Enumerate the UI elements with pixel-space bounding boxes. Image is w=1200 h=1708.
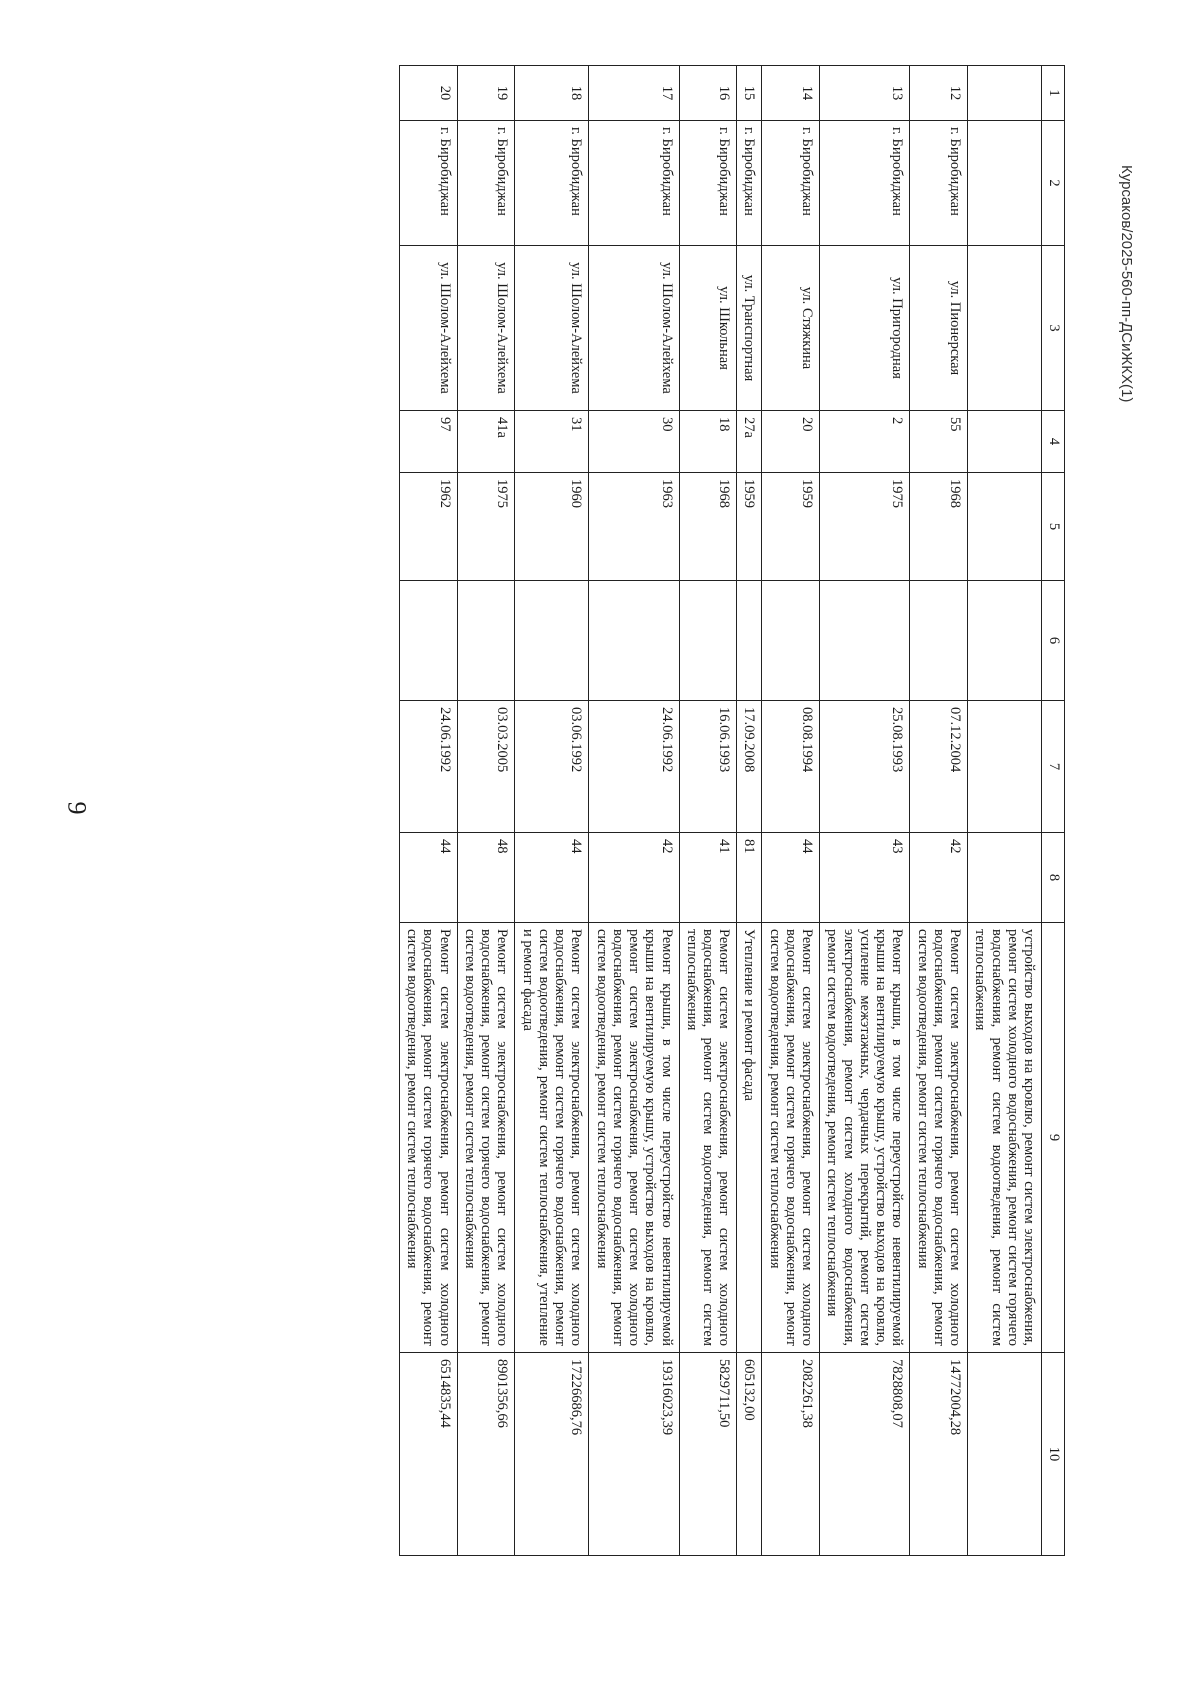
street-cell: ул. Шолом-Алейхема — [400, 246, 458, 411]
work-types-cell: Ремонт систем электроснабжения, ремонт систем холодного водоснабжения, ремонт систем горячего водоснабжения, ремонт систем водоотведения, ремонт систем теплоснабжения — [762, 923, 820, 1353]
cost-cell: 6514835,44 — [400, 1353, 458, 1556]
table-row — [737, 66, 762, 1556]
street-cell: ул. Шолом-Алейхема — [515, 246, 589, 411]
house-number-cell: 97 — [400, 411, 458, 473]
date-cell — [968, 701, 1042, 833]
street-cell: ул. Стяжкина — [762, 246, 820, 411]
table-row — [515, 66, 589, 1556]
wear-percent-cell: 44 — [515, 833, 589, 923]
house-number-cell: 41а — [457, 411, 515, 473]
build-year-cell: 1962 — [400, 473, 458, 581]
column-number: 6 — [1042, 581, 1065, 701]
date-cell: 24.06.1992 — [589, 701, 679, 833]
locality-cell: г. Биробиджан — [820, 121, 910, 246]
cost-cell: 8901356,66 — [457, 1353, 515, 1556]
cell-empty-cell — [457, 581, 515, 701]
table-body — [400, 66, 1065, 1556]
row-number-cell: 17 — [589, 66, 679, 121]
work-types-cell: Ремонт систем электроснабжения, ремонт систем холодного водоснабжения, ремонт систем горячего водоснабжения, ремонт систем водоотведения, ремонт систем теплоснабжения — [400, 923, 458, 1353]
street-cell: ул. Пионерская — [910, 246, 968, 411]
date-cell: 03.06.1992 — [515, 701, 589, 833]
house-number-cell: 30 — [589, 411, 679, 473]
cell-empty-cell — [515, 581, 589, 701]
cost-cell — [968, 1353, 1042, 1556]
house-number-cell: 31 — [515, 411, 589, 473]
cell-empty-cell — [589, 581, 679, 701]
cell-empty-cell — [968, 581, 1042, 701]
street-cell: ул. Пригородная — [820, 246, 910, 411]
row-number-cell: 20 — [400, 66, 458, 121]
build-year-cell: 1975 — [820, 473, 910, 581]
row-number-cell: 14 — [762, 66, 820, 121]
house-number-cell: 20 — [762, 411, 820, 473]
table-row — [457, 66, 515, 1556]
table-row — [820, 66, 910, 1556]
table-row — [679, 66, 737, 1556]
work-types-cell: Ремонт крыши, в том числе переустройство невентилируемой крыши на вентилируемую крышу, устройство выходов на кровлю, ремонт систем электроснабжения, ремонт систем холодного водоснабжения, ремонт систем горячего водоснабжения, ремонт систем водоотведения, ремонт систем теплоснабжения — [589, 923, 679, 1353]
document-code-text: Курсаков/2025-560-пп-ДСиЖКХ(1) — [1118, 165, 1135, 403]
table-row — [762, 66, 820, 1556]
cell-empty-cell — [400, 581, 458, 701]
locality-cell: г. Биробиджан — [910, 121, 968, 246]
table-row — [910, 66, 968, 1556]
house-number-cell: 27а — [737, 411, 762, 473]
work-types-cell: Ремонт систем электроснабжения, ремонт систем холодного водоснабжения, ремонт систем горячего водоснабжения, ремонт систем водоотведения, ремонт систем теплоснабжения — [457, 923, 515, 1353]
work-types-cell: Ремонт систем электроснабжения, ремонт систем холодного водоснабжения, ремонт систем горячего водоснабжения, ремонт систем водоотведения, ремонт систем теплоснабжения — [910, 923, 968, 1353]
work-types-cell: Ремонт систем электроснабжения, ремонт систем холодного водоснабжения, ремонт систем водоотведения, ремонт систем теплоснабжения — [679, 923, 737, 1353]
cost-cell: 14772004,28 — [910, 1353, 968, 1556]
street-cell: ул. Шолом-Алейхема — [457, 246, 515, 411]
locality-cell: г. Биробиджан — [737, 121, 762, 246]
cell-empty-cell — [762, 581, 820, 701]
house-number-cell: 55 — [910, 411, 968, 473]
cost-cell: 5829711,50 — [679, 1353, 737, 1556]
column-number: 4 — [1042, 411, 1065, 473]
table-header-row — [1042, 66, 1065, 1556]
locality-cell: г. Биробиджан — [400, 121, 458, 246]
work-types-cell: устройство выходов на кровлю, ремонт систем электроснабжения, ремонт систем холодного водоснабжения, ремонт систем горячего водоснабжения, ремонт систем водоотведения, ремонт систем теплоснабжения — [968, 923, 1042, 1353]
house-number-cell: 2 — [820, 411, 910, 473]
cell-empty-cell — [910, 581, 968, 701]
wear-percent-cell: 44 — [762, 833, 820, 923]
row-number-cell: 15 — [737, 66, 762, 121]
column-number: 9 — [1042, 923, 1065, 1353]
date-cell: 17.09.2008 — [737, 701, 762, 833]
date-cell: 16.06.1993 — [679, 701, 737, 833]
row-number-cell: 19 — [457, 66, 515, 121]
table-row — [968, 66, 1042, 1556]
column-number: 5 — [1042, 473, 1065, 581]
wear-percent-cell: 81 — [737, 833, 762, 923]
table-row — [400, 66, 458, 1556]
cost-cell: 605132,00 — [737, 1353, 762, 1556]
build-year-cell — [968, 473, 1042, 581]
date-cell: 24.06.1992 — [400, 701, 458, 833]
house-number-cell: 18 — [679, 411, 737, 473]
locality-cell: г. Биробиджан — [589, 121, 679, 246]
cell-empty-cell — [679, 581, 737, 701]
repair-program-table — [399, 65, 1065, 1556]
street-cell: ул. Транспортная — [737, 246, 762, 411]
wear-percent-cell: 42 — [589, 833, 679, 923]
cell-empty-cell — [737, 581, 762, 701]
work-types-cell: Ремонт систем электроснабжения, ремонт систем холодного водоснабжения, ремонт систем горячего водоснабжения, ремонт систем водоотведения, ремонт систем теплоснабжения, утепление и ремонт фасада — [515, 923, 589, 1353]
row-number-cell: 12 — [910, 66, 968, 121]
build-year-cell: 1960 — [515, 473, 589, 581]
work-types-cell: Ремонт крыши, в том числе переустройство невентилируемой крыши на вентилируемую крышу, устройство выходов на кровлю, усиление межэтажных, чердачных перекрытий, ремонт систем электроснабжения, ремонт систем холодного водоснабжения, ремонт систем водоотведения, ремонт систем теплоснабжения — [820, 923, 910, 1353]
locality-cell: г. Биробиджан — [679, 121, 737, 246]
build-year-cell: 1959 — [762, 473, 820, 581]
wear-percent-cell: 48 — [457, 833, 515, 923]
date-cell: 25.08.1993 — [820, 701, 910, 833]
locality-cell: г. Биробиджан — [762, 121, 820, 246]
column-number: 7 — [1042, 701, 1065, 833]
build-year-cell: 1963 — [589, 473, 679, 581]
wear-percent-cell: 44 — [400, 833, 458, 923]
row-number-cell: 16 — [679, 66, 737, 121]
street-cell: ул. Школьная — [679, 246, 737, 411]
table-row — [589, 66, 679, 1556]
row-number-cell: 18 — [515, 66, 589, 121]
row-number-cell: 13 — [820, 66, 910, 121]
build-year-cell: 1959 — [737, 473, 762, 581]
date-cell: 08.08.1994 — [762, 701, 820, 833]
wear-percent-cell: 42 — [910, 833, 968, 923]
cell-empty-cell — [820, 581, 910, 701]
street-cell: ул. Шолом-Алейхема — [589, 246, 679, 411]
column-number: 3 — [1042, 246, 1065, 411]
wear-percent-cell: 43 — [820, 833, 910, 923]
street-cell — [968, 246, 1042, 411]
date-cell: 03.03.2005 — [457, 701, 515, 833]
cost-cell: 19316023,39 — [589, 1353, 679, 1556]
house-number-cell — [968, 411, 1042, 473]
locality-cell: г. Биробиджан — [515, 121, 589, 246]
column-number: 10 — [1042, 1353, 1065, 1556]
work-types-cell: Утепление и ремонт фасада — [737, 923, 762, 1353]
cost-cell: 17226686,76 — [515, 1353, 589, 1556]
column-number: 2 — [1042, 121, 1065, 246]
cost-cell: 2082261,38 — [762, 1353, 820, 1556]
page-number: 9 — [62, 801, 92, 815]
locality-cell — [968, 121, 1042, 246]
locality-cell: г. Биробиджан — [457, 121, 515, 246]
column-number: 1 — [1042, 66, 1065, 121]
row-number-cell — [968, 66, 1042, 121]
repair-table-container — [120, 65, 1065, 1555]
date-cell: 07.12.2004 — [910, 701, 968, 833]
build-year-cell: 1968 — [679, 473, 737, 581]
wear-percent-cell — [968, 833, 1042, 923]
cost-cell: 7828808,07 — [820, 1353, 910, 1556]
build-year-cell: 1968 — [910, 473, 968, 581]
column-number: 8 — [1042, 833, 1065, 923]
wear-percent-cell: 41 — [679, 833, 737, 923]
build-year-cell: 1975 — [457, 473, 515, 581]
